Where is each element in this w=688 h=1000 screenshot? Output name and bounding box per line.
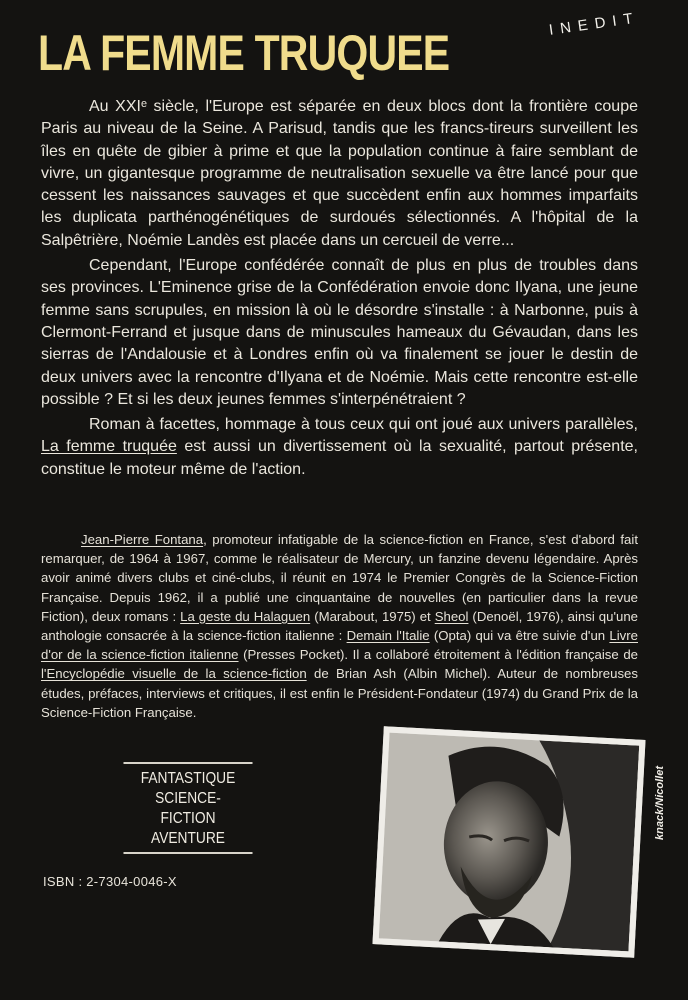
book-reference: l'Encyclopédie visuelle de la science-fiction — [41, 666, 307, 682]
genre-fantastique: FANTASTIQUE — [140, 770, 236, 787]
synopsis-paragraph-3 — [41, 414, 638, 481]
bio-text: , promoteur infatigable de la science-fiction en France, s'est d'abord fait remarquer, de 1964 à 1967, comme le réalisateur de Mercury, un fanzine devenu légendaire. Après avoir animé divers clubs et ciné-clubs, il réunit en 1974 le Premier Congrès de la Science-Fiction Française. Depuis 1962, il a publié une cinquantaine de nouvelles (en particulier dans la revue Fiction), deux romans : — [41, 532, 638, 624]
photo-credit: knack/Nicollet — [654, 766, 666, 840]
book-reference: Demain l'Italie — [346, 628, 430, 644]
genre-rule-bottom — [124, 852, 253, 854]
bio-text: (Presses Pocket). Il a collaboré étroitement à l'édition française de — [238, 647, 638, 663]
author-photo — [372, 726, 645, 957]
synopsis-paragraph-1: Au XXIᵉ siècle, l'Europe est séparée en deux blocs dont la frontière coupe Paris au niveau de la Seine. A Parisud, tandis que les francs-tireurs surveillent les îles en quête de gibier à prime et que la population continue à faire semblant de vivre, un gigantesque programme de neutralisation sexuelle va être lancé pour que cessent les naissances sauvages et que succèdent enfin aux hommes imparfaits les duplicata parthénogénétiques de surdoués sélectionnés. A l'hôpital de la Salpêtrière, Noémie Landès est placée dans un cercueil de verre... — [41, 98, 638, 249]
isbn-number: ISBN : 2-7304-0046-X — [43, 874, 177, 889]
author-biography — [41, 530, 638, 722]
author-portrait-image — [379, 733, 639, 952]
synopsis-text: est aussi un divertissement où la sexualité, partout présente, constitue le moteur même de l'action. — [41, 438, 638, 478]
bio-text: (Denoël, 1976), ainsi qu'une anthologie consacrée à la science-fiction italienne : — [41, 608, 638, 644]
bio-text: (Marabout, 1975) et — [310, 608, 435, 624]
inedit-label: INEDIT — [548, 9, 641, 39]
biography-paragraph — [41, 530, 638, 722]
bio-text: (Opta) qui va être suivie d'un — [429, 628, 610, 644]
book-reference: Sheol — [434, 608, 469, 624]
genre-aventure: AVENTURE — [151, 830, 225, 847]
author-name: Jean-Pierre Fontana — [81, 532, 204, 547]
book-title: LA FEMME TRUQUEE — [38, 25, 450, 81]
genre-rule-top — [124, 762, 253, 764]
synopsis-text: Roman à facettes, hommage à tous ceux qui ont joué aux univers parallèles, — [89, 416, 638, 434]
book-reference: La geste du Halaguen — [180, 608, 311, 624]
bio-text: de Brian Ash (Albin Michel). Auteur de nombreuses études, préfaces, interviews et critiques, il est enfin le Président-Fondateur (1974) du Grand Prix de la Science-Fiction Française. — [41, 666, 638, 720]
synopsis — [41, 96, 638, 484]
book-reference: Livre d'or de la science-fiction italienne — [41, 628, 638, 663]
synopsis-paragraph-2: Cependant, l'Europe confédérée connaît de plus en plus de troubles dans ses provinces. L'Eminence grise de la Confédération envoie donc Ilyana, une jeune femme sans scrupules, en mission là où le désordre s'installe : à Narbonne, puis à Clermont-Ferrand et jusque dans de minuscules hameaux du Gévaudan, dans les sierras de l'Andalousie et à Londres enfin où va finalement se jouer le destin de deux univers avec la rencontre d'Ilyana et de Noémie. Mais cette rencontre est-elle possible ? Et si les deux jeunes femmes s'interpénétraient ? — [41, 257, 638, 408]
book-title-reference: La femme truquée — [41, 438, 177, 456]
genre-science-fiction: SCIENCE-FICTION — [155, 790, 221, 827]
genre-label-box — [128, 762, 248, 854]
